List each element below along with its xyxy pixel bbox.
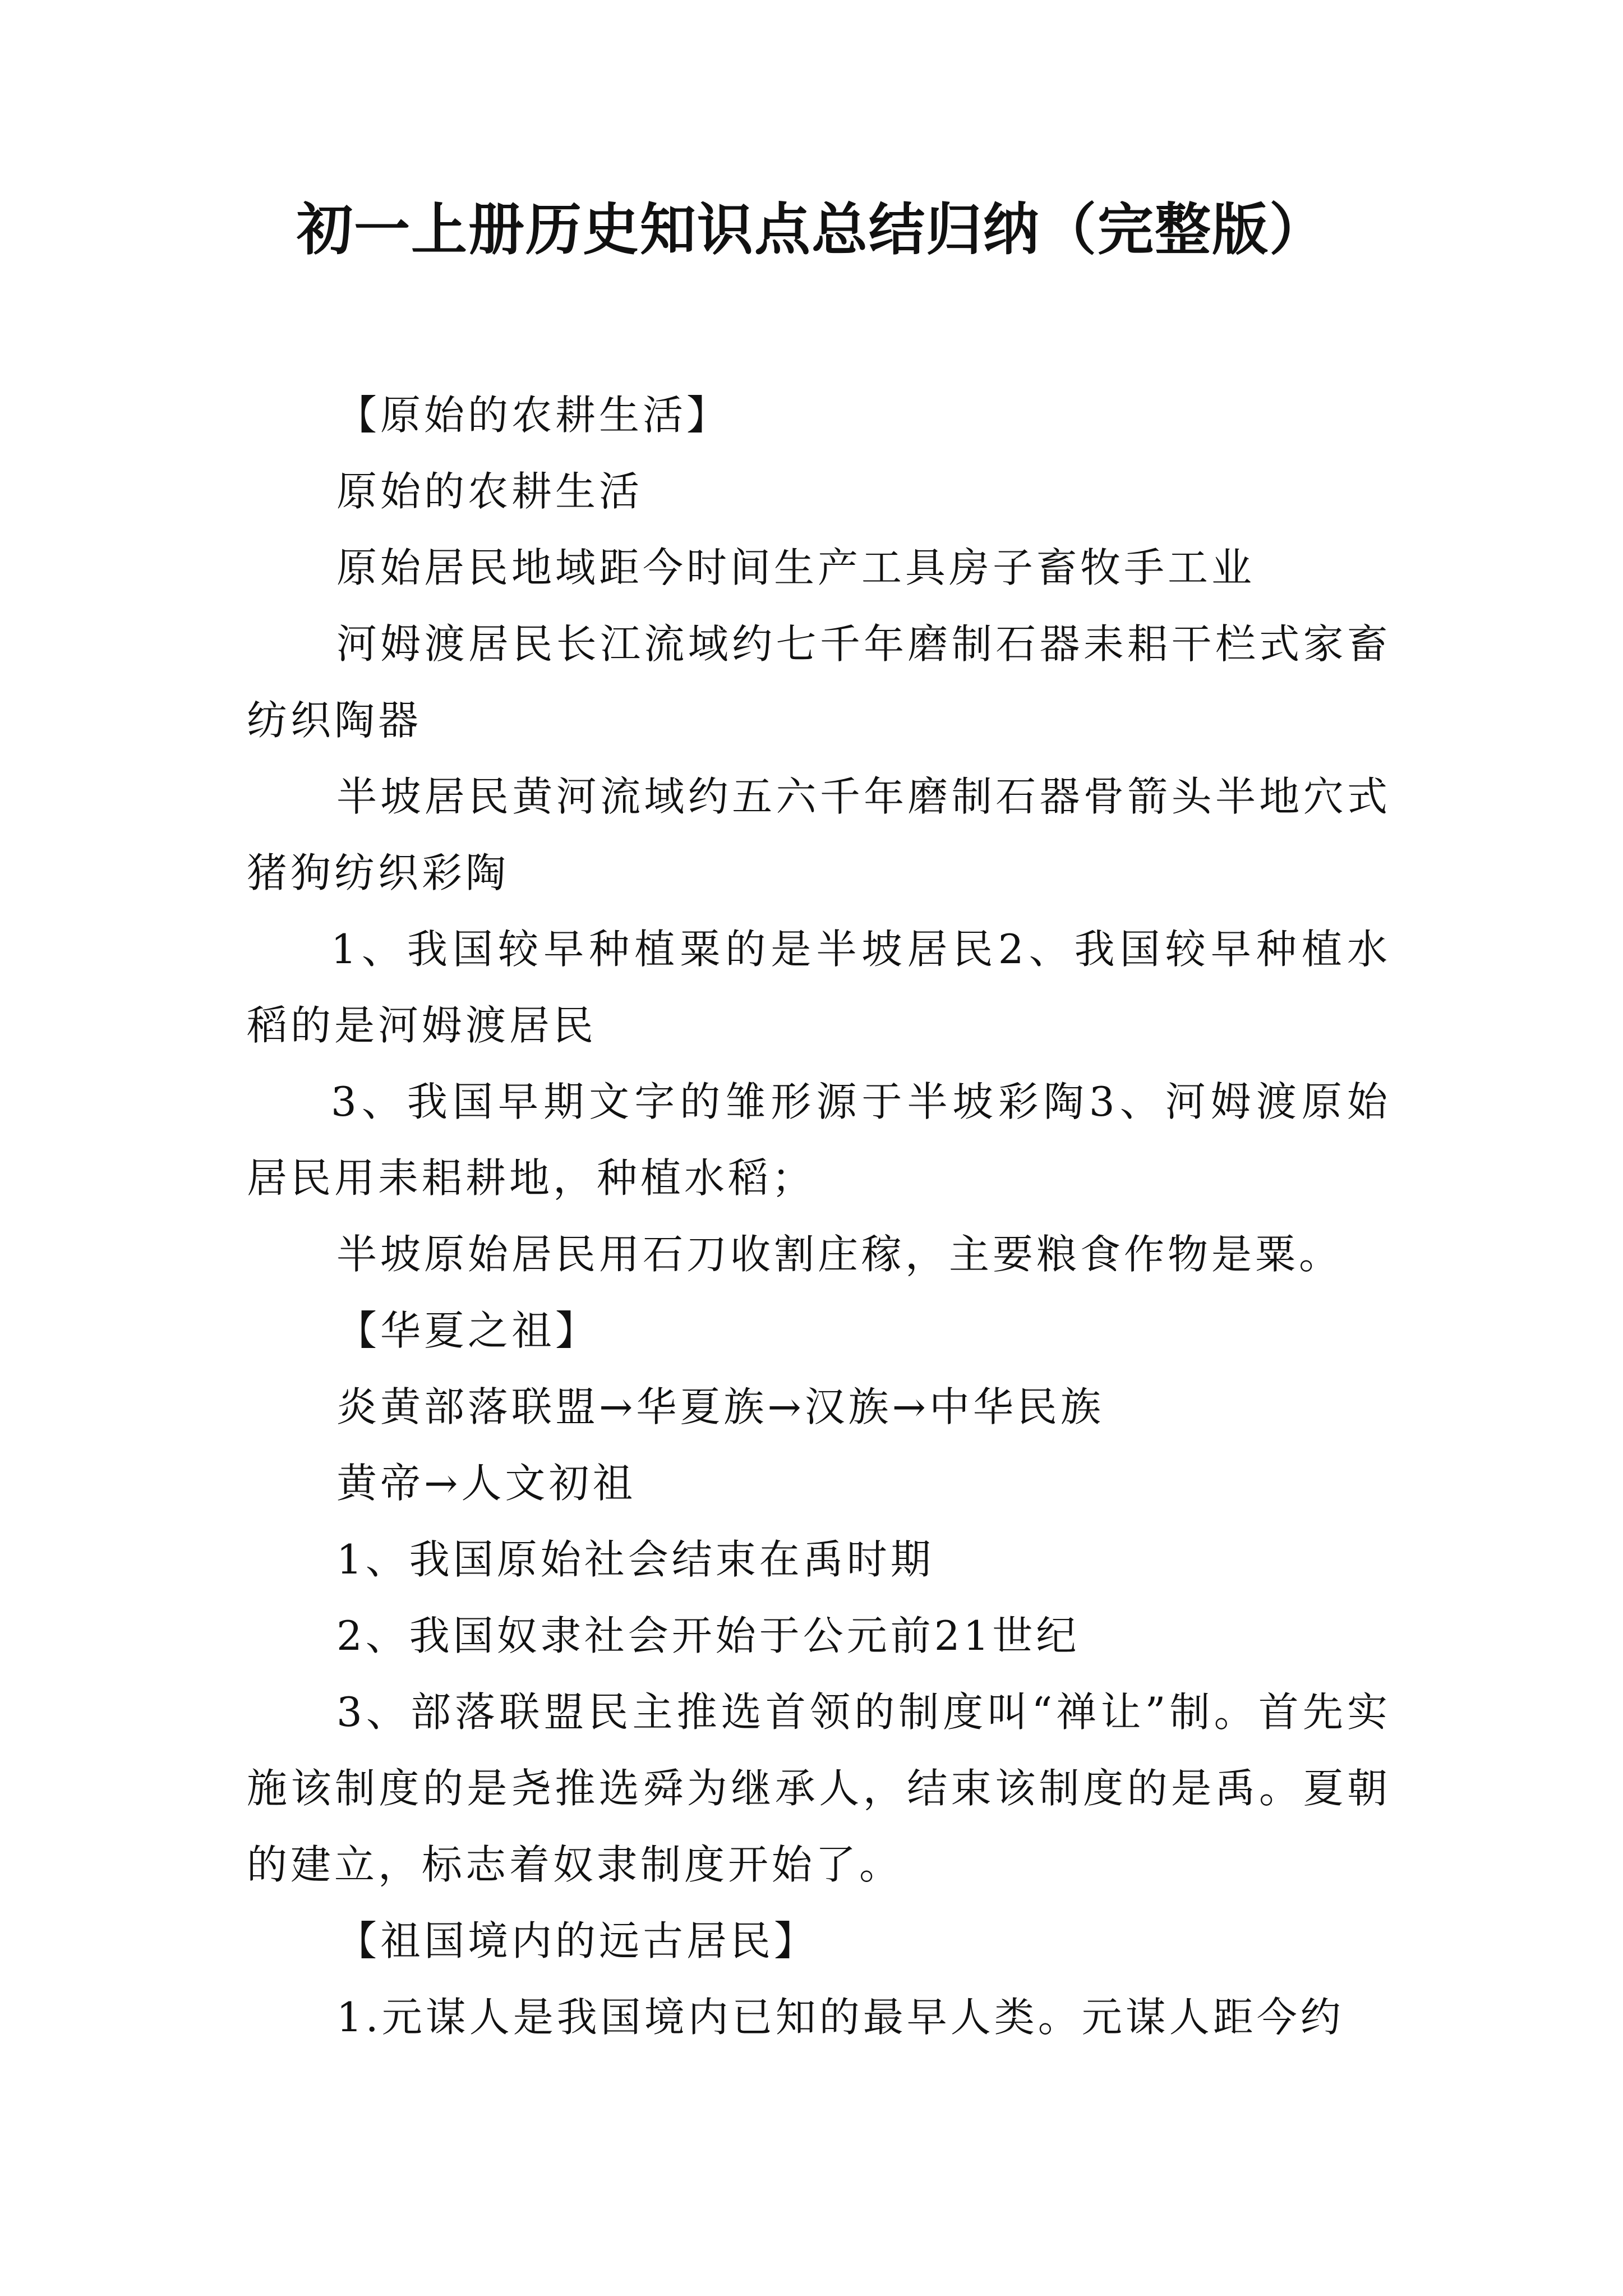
document-body [247,377,1391,2055]
paragraph: 炎黄部落联盟→华夏族→汉族→中华民族 [336,1383,1104,1430]
paragraph: 黄帝→人文初祖 [336,1460,637,1507]
paragraph: 1.元谋人是我国境内已知的最早人类。元谋人距今约 [336,1994,1344,2041]
section-heading-huaxia-ancestors: 【华夏之祖】 [336,1307,600,1354]
document-title: 初一上册历史知识点总结归纳（完整版） [297,197,1326,263]
paragraph: 3、部落联盟民主推选首领的制度叫“禅让”制。首先实施该制度的是尧推选舜为继承人，结束该制度的是禹。夏朝的建立，标志着奴隶制度开始了。 [247,1688,1391,1888]
paragraph: 原始的农耕生活 [336,468,643,515]
paragraph: 河姆渡居民长江流域约七千年磨制石器耒耜干栏式家畜纺织陶器 [247,620,1391,744]
paragraph: 3、我国早期文字的雏形源于半坡彩陶3、河姆渡原始居民用耒耜耕地，种植水稻； [247,1078,1391,1202]
section-heading-ancient-residents: 【祖国境内的远古居民】 [336,1917,818,1964]
paragraph: 1、我国原始社会结束在禹时期 [336,1536,934,1583]
paragraph: 半坡居民黄河流域约五六千年磨制石器骨箭头半地穴式猪狗纺织彩陶 [247,773,1391,896]
paragraph: 半坡原始居民用石刀收割庄稼，主要粮食作物是粟。 [336,1231,1343,1278]
paragraph: 原始居民地域距今时间生产工具房子畜牧手工业 [336,544,1256,591]
section-heading-primitive-farming: 【原始的农耕生活】 [336,392,731,439]
paragraph: 1、我国较早种植粟的是半坡居民2、我国较早种植水稻的是河姆渡居民 [247,926,1391,1049]
paragraph: 2、我国奴隶社会开始于公元前21世纪 [336,1612,1080,1659]
